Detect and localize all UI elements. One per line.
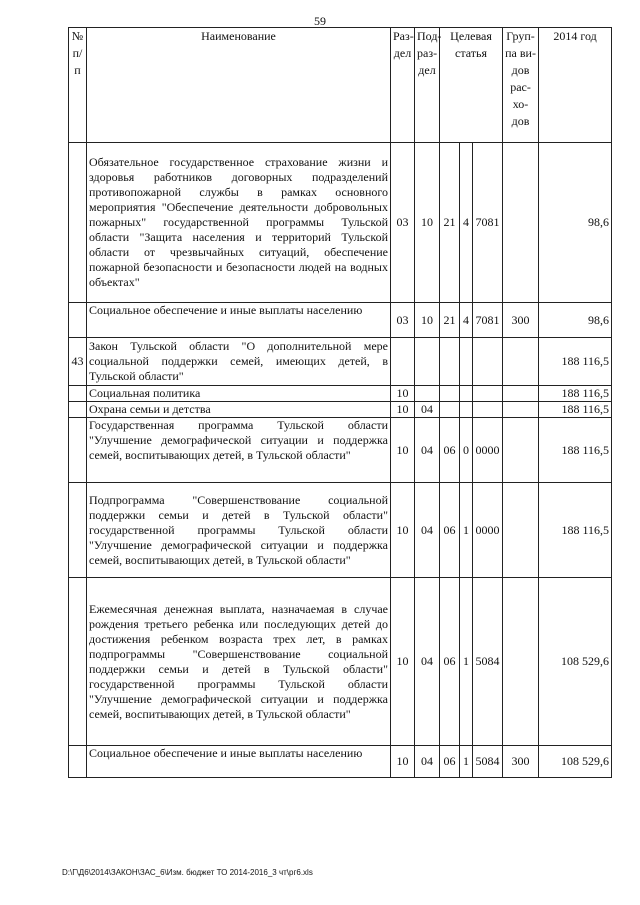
row-target-subprogram: 4	[460, 303, 473, 338]
header-target: Целевая статья	[440, 28, 503, 143]
row-subsection: 10	[415, 143, 440, 303]
header-group: Груп- па ви- дов рас- хо- дов	[503, 28, 539, 143]
row-section: 03	[391, 143, 415, 303]
row-target-direction: 5084	[473, 578, 503, 746]
row-num	[69, 402, 87, 418]
row-name: Закон Тульской области "О дополнительной мере социальной поддержки семей, имеющих детей, в Тульской области"	[87, 338, 391, 386]
row-section: 03	[391, 303, 415, 338]
row-target-program: 21	[440, 303, 460, 338]
table-row	[69, 418, 612, 483]
table-row	[69, 483, 612, 578]
row-subsection	[415, 338, 440, 386]
row-num	[69, 746, 87, 778]
row-target-direction	[473, 338, 503, 386]
table-row	[69, 143, 612, 303]
row-group	[503, 143, 539, 303]
row-name: Охрана семьи и детства	[87, 402, 391, 418]
row-subsection	[415, 386, 440, 402]
row-num: 43	[69, 338, 87, 386]
row-amount: 98,6	[539, 303, 612, 338]
row-group	[503, 402, 539, 418]
row-target-program	[440, 386, 460, 402]
row-group: 300	[503, 746, 539, 778]
row-section: 10	[391, 386, 415, 402]
row-target-program: 06	[440, 578, 460, 746]
row-amount: 188 116,5	[539, 483, 612, 578]
file-path-footer: D:\Г\Д6\2014\ЗАКОН\ЗАС_6\Изм. бюджет ТО 2014-2016_3 чт\рг6.xls	[62, 868, 313, 877]
row-target-direction: 0000	[473, 483, 503, 578]
row-subsection: 04	[415, 483, 440, 578]
row-group	[503, 386, 539, 402]
row-target-direction	[473, 386, 503, 402]
header-subsection: Под- раз- дел	[415, 28, 440, 143]
row-section: 10	[391, 578, 415, 746]
row-num	[69, 483, 87, 578]
row-target-direction: 7081	[473, 143, 503, 303]
row-target-program	[440, 402, 460, 418]
table-row	[69, 386, 612, 402]
row-num	[69, 418, 87, 483]
table-row	[69, 402, 612, 418]
row-num	[69, 143, 87, 303]
row-amount: 188 116,5	[539, 402, 612, 418]
row-name: Государственная программа Тульской области "Улучшение демографической ситуации и поддержка семей, воспитывающих детей, в Тульской области"	[87, 418, 391, 483]
row-target-subprogram: 1	[460, 578, 473, 746]
row-target-program: 06	[440, 483, 460, 578]
row-num	[69, 578, 87, 746]
row-group	[503, 578, 539, 746]
table-row	[69, 338, 612, 386]
row-target-program: 06	[440, 418, 460, 483]
row-target-subprogram: 1	[460, 746, 473, 778]
header-amount: 2014 год	[539, 28, 612, 143]
budget-table	[68, 27, 612, 778]
row-amount: 108 529,6	[539, 578, 612, 746]
table-row	[69, 303, 612, 338]
row-target-subprogram	[460, 402, 473, 418]
row-section	[391, 338, 415, 386]
header-name: Наименование	[87, 28, 391, 143]
row-name: Социальная политика	[87, 386, 391, 402]
row-subsection: 04	[415, 746, 440, 778]
row-amount: 108 529,6	[539, 746, 612, 778]
header-row	[69, 28, 612, 143]
table-row	[69, 578, 612, 746]
row-section: 10	[391, 402, 415, 418]
row-group: 300	[503, 303, 539, 338]
page-number: 59	[314, 14, 326, 28]
row-target-direction	[473, 402, 503, 418]
row-target-direction: 5084	[473, 746, 503, 778]
row-name: Социальное обеспечение и иные выплаты населению	[87, 746, 391, 778]
row-amount: 188 116,5	[539, 338, 612, 386]
row-group	[503, 418, 539, 483]
table-row	[69, 746, 612, 778]
row-subsection: 04	[415, 578, 440, 746]
row-group	[503, 338, 539, 386]
row-subsection: 04	[415, 418, 440, 483]
row-name: Социальное обеспечение и иные выплаты населению	[87, 303, 391, 338]
header-num: № п/ п	[69, 28, 87, 143]
row-group	[503, 483, 539, 578]
row-subsection: 10	[415, 303, 440, 338]
row-section: 10	[391, 483, 415, 578]
row-section: 10	[391, 746, 415, 778]
row-target-subprogram: 0	[460, 418, 473, 483]
row-amount: 188 116,5	[539, 418, 612, 483]
row-name: Обязательное государственное страхование жизни и здоровья работников договорных подразделений противопожарной службы в рамках основного мероприятия "Обеспечение деятельности добровольных пожарных" государственной программы Тульской области "Защита населения и территорий Тульской области от чрезвычайных ситуаций, обеспечение пожарной безопасности и безопасности людей на водных объектах"	[87, 143, 391, 303]
row-section: 10	[391, 418, 415, 483]
row-target-subprogram: 4	[460, 143, 473, 303]
row-num	[69, 386, 87, 402]
row-target-program: 21	[440, 143, 460, 303]
row-amount: 98,6	[539, 143, 612, 303]
row-num	[69, 303, 87, 338]
row-name: Подпрограмма "Совершенствование социальной поддержки семьи и детей в Тульской области" государственной программы Тульской области "Улучшение демографической ситуации и поддержка семей, воспитывающих детей, в Тульской области"	[87, 483, 391, 578]
row-target-subprogram: 1	[460, 483, 473, 578]
row-amount: 188 116,5	[539, 386, 612, 402]
row-name: Ежемесячная денежная выплата, назначаемая в случае рождения третьего ребенка или последующих детей до достижения ребенком возраста трех лет, в рамках подпрограммы "Совершенствование социальной поддержки семьи и детей в Тульской области" государственной программы Тульской области "Улучшение демографической ситуации и поддержка семей, воспитывающих детей, в Тульской области"	[87, 578, 391, 746]
row-target-direction: 0000	[473, 418, 503, 483]
row-target-direction: 7081	[473, 303, 503, 338]
row-target-subprogram	[460, 386, 473, 402]
row-target-program	[440, 338, 460, 386]
row-target-subprogram	[460, 338, 473, 386]
header-section: Раз- дел	[391, 28, 415, 143]
row-target-program: 06	[440, 746, 460, 778]
row-subsection: 04	[415, 402, 440, 418]
